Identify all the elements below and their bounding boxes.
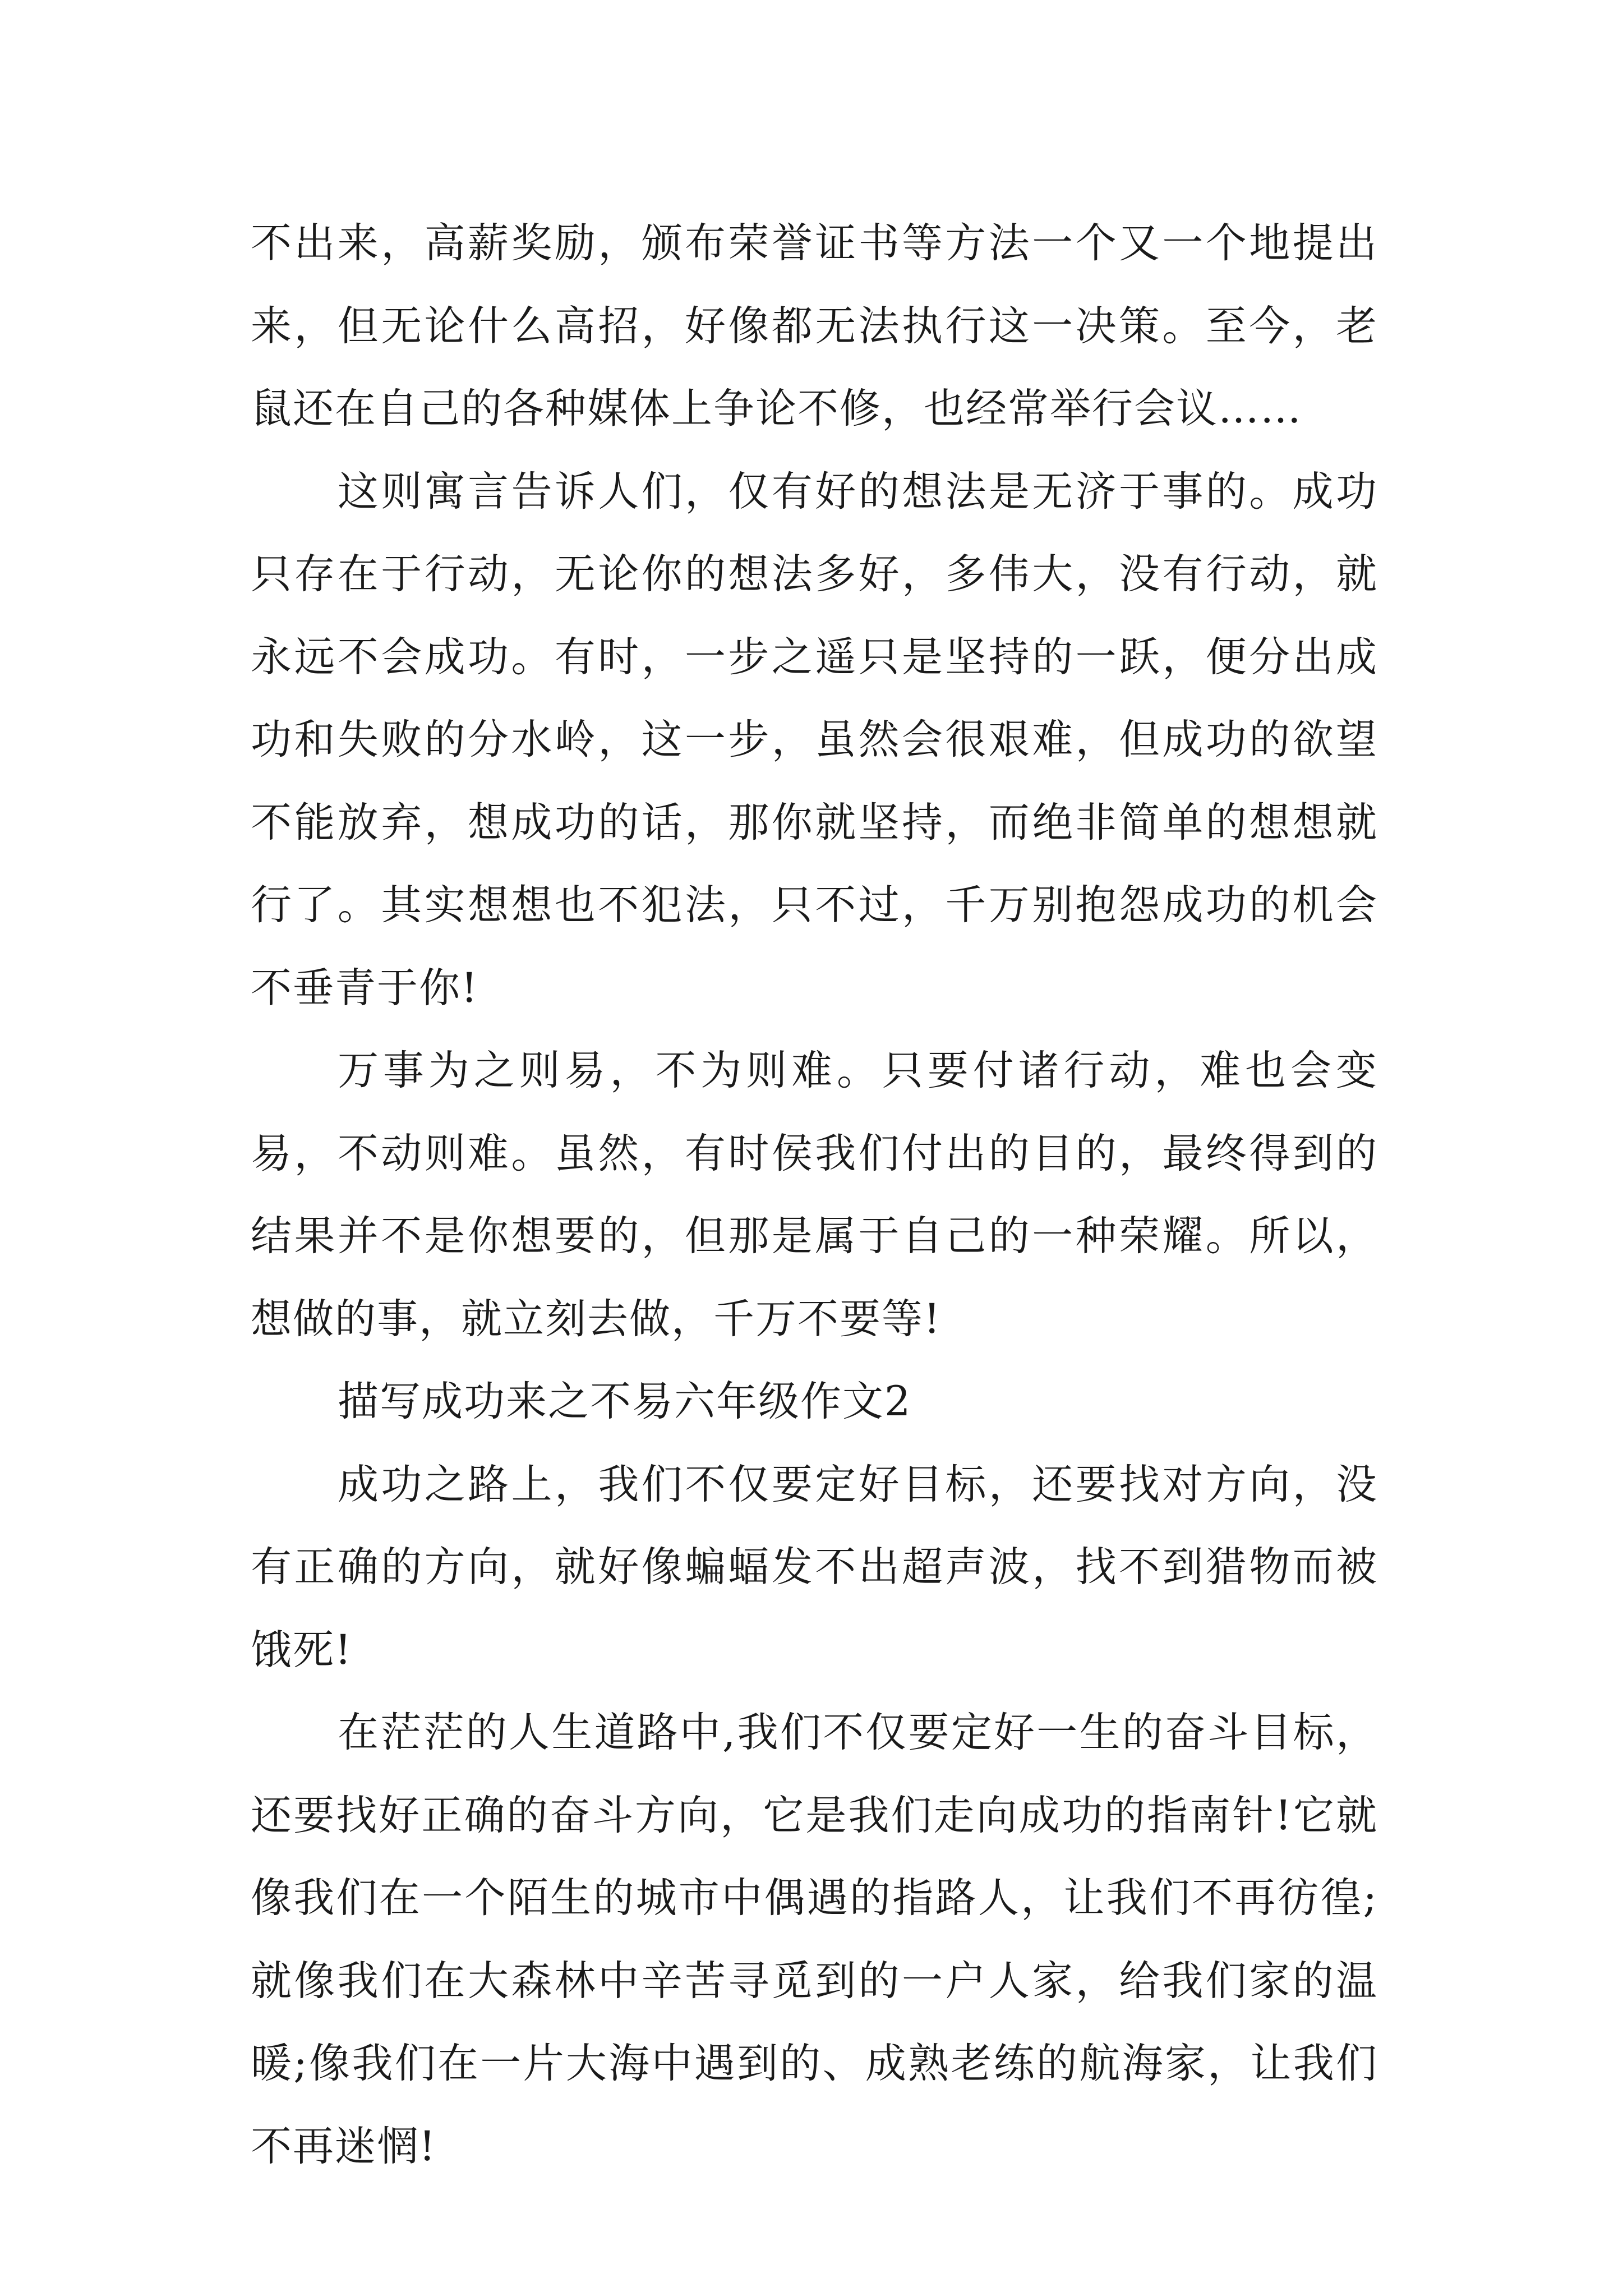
paragraph-continuation: 不出来，高薪奖励，颁布荣誉证书等方法一个又一个地提出来，但无论什么高招，好像都无法执行这一决策。至今，老鼠还在自己的各种媒体上争论不修，也经常举行会议……: [251, 219, 1378, 432]
section-heading: 描写成功来之不易六年级作文2: [338, 1378, 912, 1425]
paragraph-direction: 成功之路上，我们不仅要定好目标，还要找对方向，没有正确的方向，就好像蝙蝠发不出超声波，找不到猎物而被饿死!: [251, 1460, 1378, 1674]
paragraph-compass: 在茫茫的人生道路中,我们不仅要定好一生的奋斗目标，还要找好正确的奋斗方向，它是我们走向成功的指南针!它就像我们在一个陌生的城市中偶遇的指路人，让我们不再彷徨;就像我们在大森林中辛苦寻觅到的一户人家，给我们家的温暖;像我们在一片大海中遇到的、成熟老练的航海家，让我们不再迷惘!: [251, 1709, 1378, 2170]
document-body: [251, 202, 1378, 2188]
paragraph-moral: 这则寓言告诉人们，仅有好的想法是无济于事的。成功只存在于行动，无论你的想法多好，多伟大，没有行动，就永远不会成功。有时，一步之遥只是坚持的一跃，便分出成功和失败的分水岭，这一步，虽然会很艰难，但成功的欲望不能放弃，想成功的话，那你就坚持，而绝非简单的想想就行了。其实想想也不犯法，只不过，千万别抱怨成功的机会不垂青于你!: [251, 467, 1378, 1012]
paragraph-conclusion: 万事为之则易，不为则难。只要付诸行动，难也会变易，不动则难。虽然，有时侯我们付出的目的，最终得到的结果并不是你想要的，但那是属于自己的一种荣耀。所以，想做的事，就立刻去做，千万不要等!: [251, 1047, 1378, 1343]
